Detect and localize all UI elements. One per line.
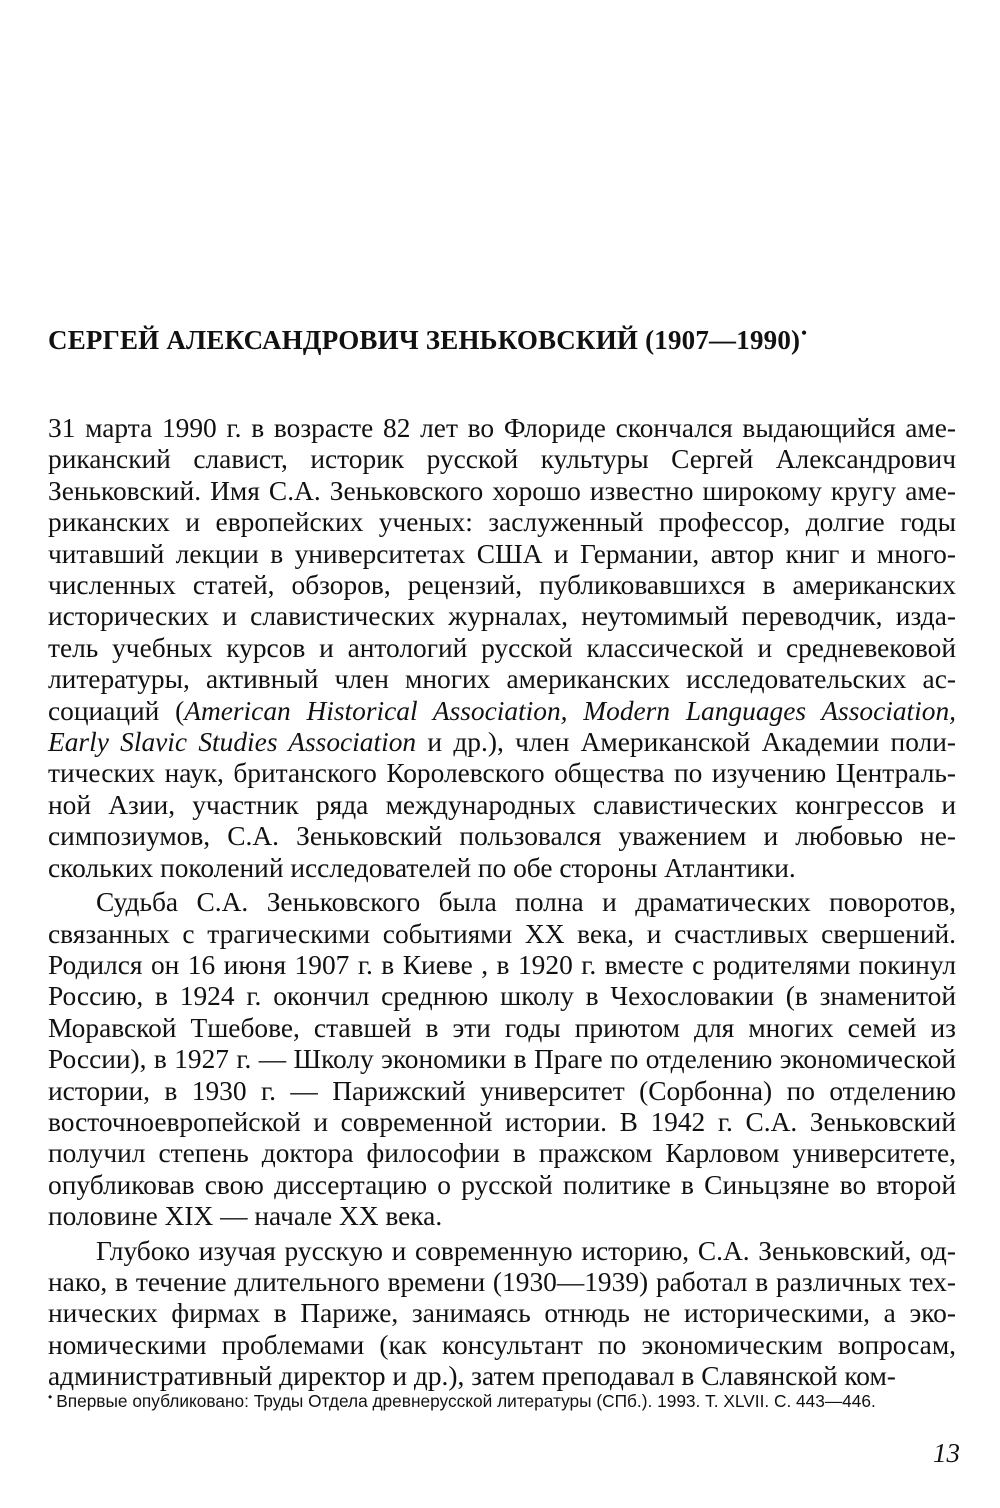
title-footnote-mark: •: [801, 325, 808, 342]
text-segment: Глубоко изучая русскую и современную историю, С.А. Зеньковский, однако, в течение длительного времени (1930—1939) работал в различных технических фирмах в Париже, занимаясь отнюдь не историческими, а экономическими проблемами (как консультант по экономическим вопросам, административный директор и др.), затем преподавал в Славянской ком-: [48, 1235, 956, 1392]
footnote: [48, 1390, 963, 1412]
article-body: [48, 413, 956, 1393]
text-segment: и др.), член Американской Академии политических наук, британского Королевского общества по изучению Центральной Азии, участник ряда международных славистических конгрессов и симпозиумов, С.А. Зеньковский пользовался уважением и любовью нескольких поколений исследователей по обе стороны Атлантики.: [48, 727, 956, 883]
paragraph: [48, 887, 956, 1232]
italic-text-segment: American Historical Association, Modern Languages Association, Early Slavic Studies Association: [48, 695, 956, 758]
paragraph: [48, 1236, 956, 1393]
article-title: [48, 325, 968, 356]
page-number: 13: [933, 1438, 960, 1468]
footnote-text: Впервые опубликовано: Труды Отдела древнерусской литературы (СПб.). 1993. Т. XLVII. С. 443—446.: [56, 1391, 876, 1411]
article-title-text: СЕРГЕЙ АЛЕКСАНДРОВИЧ ЗЕНЬКОВСКИЙ (1907—1990): [48, 325, 801, 355]
paragraph: [48, 413, 956, 884]
footnote-mark: •: [48, 1390, 53, 1404]
text-segment: 31 марта 1990 г. в возрасте 82 лет во Флориде скончался выдающийся американский славист, историк русской культуры Сергей Александрович Зеньковский. Имя С.А. Зеньковского хорошо известно широкому кругу американских и европейских ученых: заслуженный профессор, долгие годы читавший лекции в университетах США и Германии, автор книг и многочисленных статей, обзоров, рецензий, публиковавшихся в американских исторических и славистических журналах, неутомимый переводчик, издатель учебных курсов и антологий русской классической и средневековой литературы, активный член многих американских исследовательских ассоциаций (: [48, 413, 956, 726]
text-segment: Судьба С.А. Зеньковского была полна и драматических поворотов, связанных с трагическими событиями XX века, и счастливых свершений. Родился он 16 июня 1907 г. в Киеве , в 1920 г. вместе с родителями покинул Россию, в 1924 г. окончил среднюю школу в Чехословакии (в знаменитой Моравской Тшебове, ставшей в эти годы приютом для многих семей из России), в 1927 г. — Школу экономики в Праге по отделению экономической истории, в 1930 г. — Парижский университет (Сорбонна) по отделению восточноевропейской и современной истории. В 1942 г. С.А. Зеньковский получил степень доктора философии в пражском Карловом университете, опубликовав свою диссертацию о русской политике в Синьцзяне во второй половине XIX — начале XX века.: [48, 887, 956, 1232]
